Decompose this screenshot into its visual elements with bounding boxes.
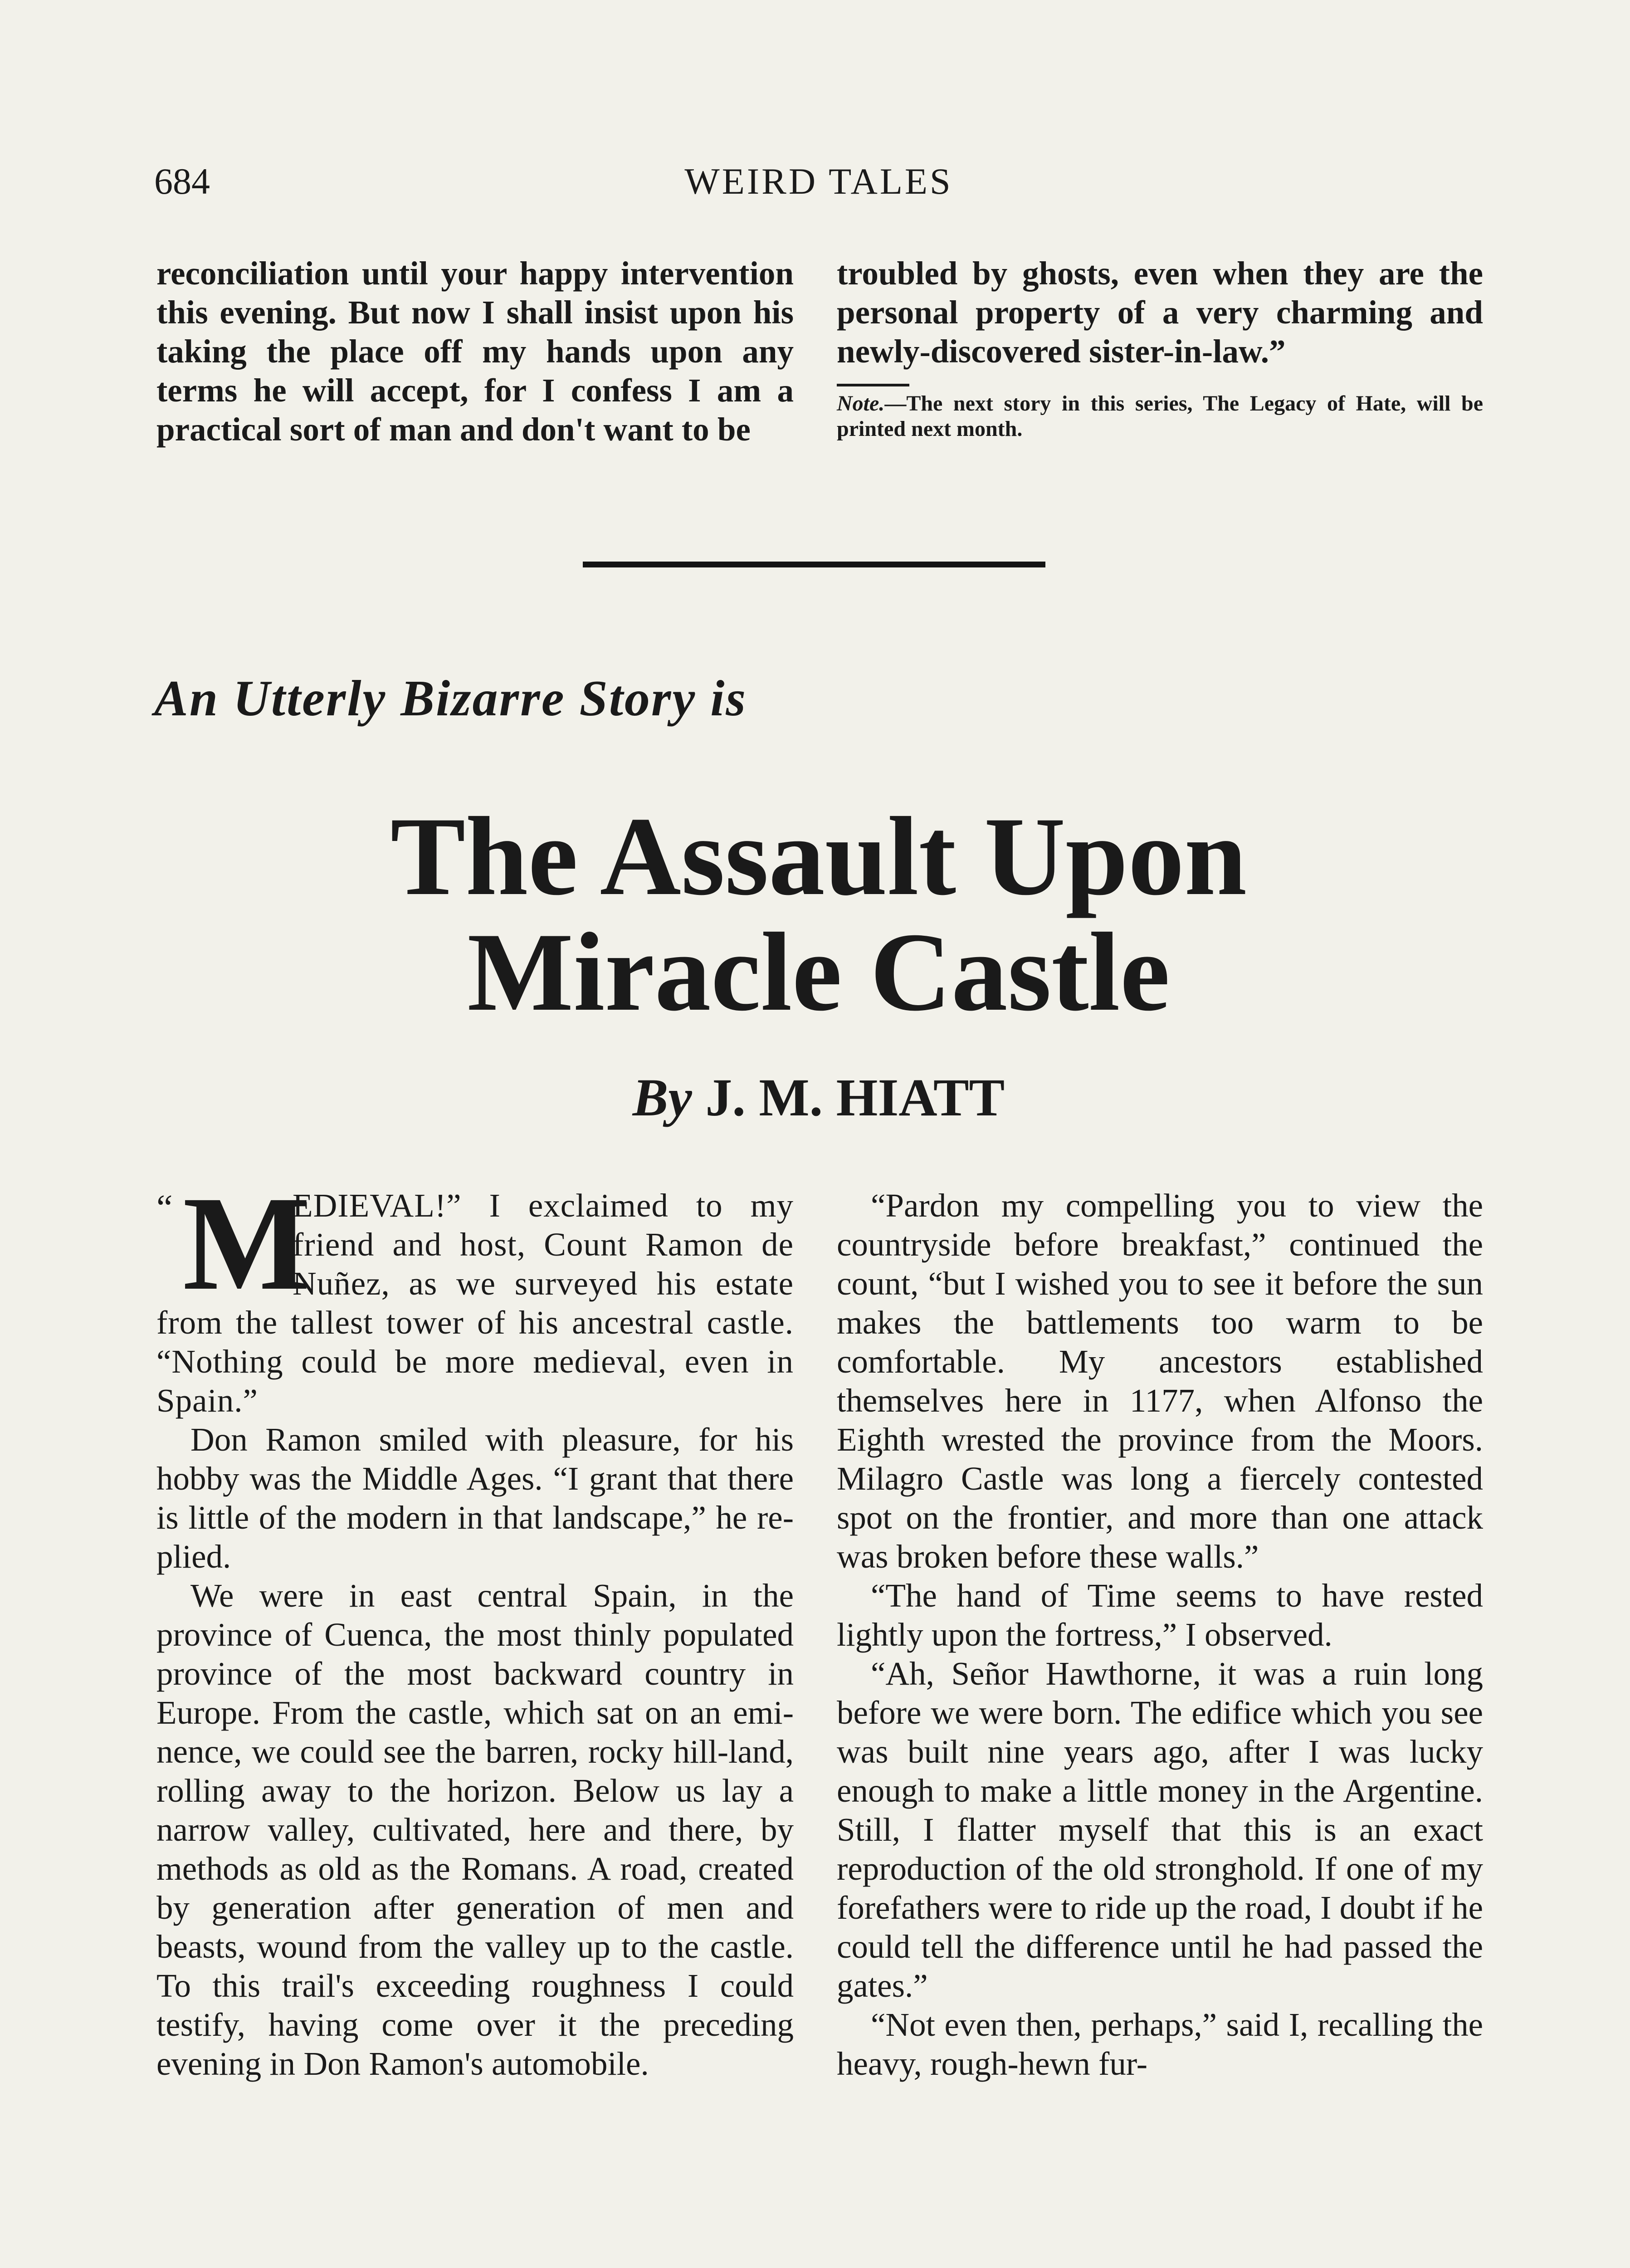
story-title-line-2: Miracle Castle xyxy=(467,909,1170,1034)
page-number: 684 xyxy=(154,161,210,202)
story-right-column xyxy=(837,1186,1483,2083)
story-opening-paragraph xyxy=(156,1168,794,1420)
magazine-title: WEIRD TALES xyxy=(684,161,953,202)
story-paragraph: Don Ramon smiled with pleasure, for his hobby was the Middle Ages. “I grant that there is little of the modern in that landscape,” he replied. xyxy=(156,1421,794,1575)
story-paragraph: “The hand of Time seems to have rested lightly upon the fortress,” I observed. xyxy=(837,1577,1483,1653)
story-paragraph: We were in east central Spain, in the province of Cuenca, the most thinly populated province of the most backward country in Europe. From the castle, which sat on an eminence, we could see the barren, rocky hill-land, rolling away to the horizon. Below us lay a narrow valley, cultivated, here and there, by methods as old as the Romans. A road, created by generation after generation of men and beasts, wound from the valley up to the castle. To this trail's exceeding roughness I could testify, having come over it the preceding evening in Don Ramon's automobile. xyxy=(156,1577,794,2082)
note-label: Note. xyxy=(837,391,885,415)
byline-author: J. M. HIATT xyxy=(705,1068,1005,1127)
drop-cap: M xyxy=(183,1168,311,1318)
story-title xyxy=(154,794,1483,1034)
next-story-note xyxy=(837,391,1483,442)
byline xyxy=(154,1066,1483,1129)
previous-story-paragraph: reconciliation until your happy intervention this evening. But now I shall insist upon his taking the place off my hands upon any terms he will accept, for I confess I am a practical sort of man and don't want to be xyxy=(156,255,794,448)
note-rule xyxy=(837,384,909,386)
previous-story-left-column xyxy=(156,254,794,449)
byline-by: By xyxy=(632,1068,692,1127)
opening-quote-mark: “ xyxy=(156,1188,173,1228)
drop-cap-block xyxy=(156,1168,311,1318)
story-title-line-1: The Assault Upon xyxy=(390,794,1247,919)
running-head xyxy=(154,156,1483,206)
story-paragraph: “Pardon my compelling you to view the countryside before breakfast,” continued the count, “but I wished you to see it before the sun makes the battlements too warm to be comfortable. My ancestors established themselves here in 1177, when Alfonso the Eighth wrested the province from the Moors. Milagro Castle was long a fiercely contested spot on the frontier, and more than one attack was broken before these walls.” xyxy=(837,1187,1483,1575)
note-text: —The next story in this series, The Legacy of Hate, will be printed next month. xyxy=(837,391,1483,441)
story-tagline: An Utterly Bizarre Story is xyxy=(154,670,747,727)
story-paragraph: “Not even then, perhaps,” said I, recalling the heavy, rough-hewn fur- xyxy=(837,2006,1483,2082)
story-paragraph: “Ah, Señor Hawthorne, it was a ruin long before we were born. The edifice which you see was built nine years ago, after I was lucky enough to make a little money in the Argentine. Still, I flatter myself that this is an exact reproduction of the old stronghold. If one of my forefathers were to ride up the road, I doubt if he could tell the difference until he had passed the gates.” xyxy=(837,1655,1483,2004)
section-divider xyxy=(583,562,1045,567)
previous-story-paragraph: troubled by ghosts, even when they are the personal property of a very charming and newly-discovered sister-in-law.” xyxy=(837,255,1483,370)
previous-story-right-column xyxy=(837,254,1483,442)
story-left-column xyxy=(156,1168,794,2083)
opening-paragraph-text: EDIEVAL!” I exclaimed to my friend and host, Count Ramon de Nuñez, as we surveyed his estate from the tallest tower of his ancestral castle. “Nothing could be more medieval, even in Spain.” xyxy=(156,1187,794,1419)
